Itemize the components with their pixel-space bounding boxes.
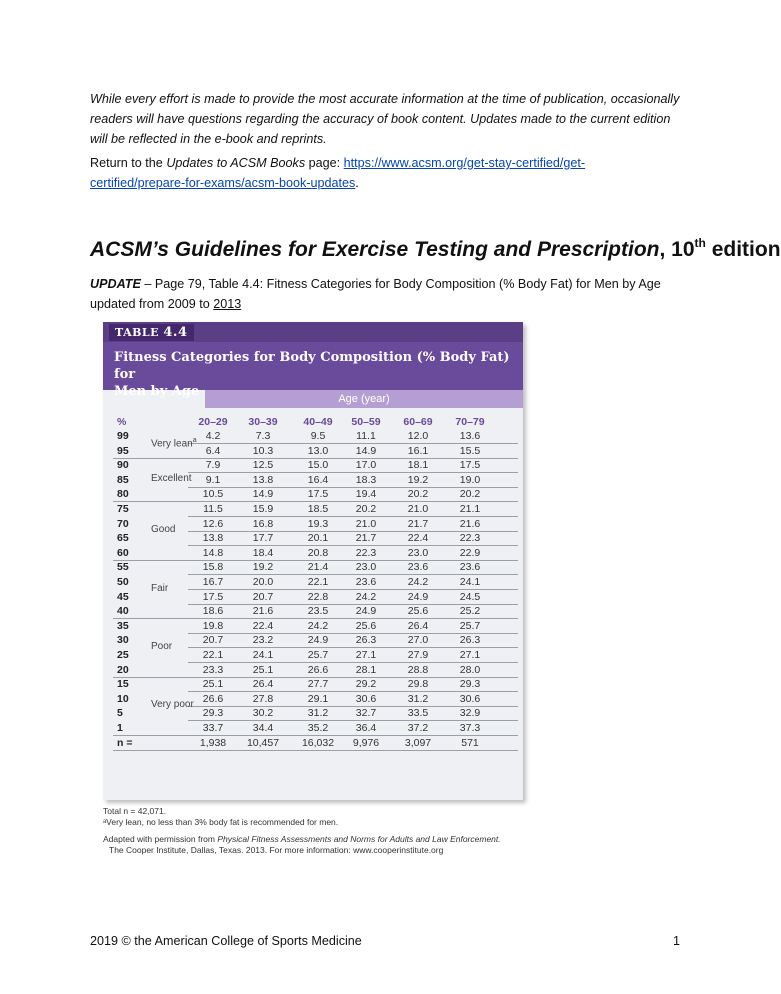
value-cell: 27.1 xyxy=(459,649,481,661)
value-cell: 16.4 xyxy=(307,473,329,486)
category-label-text: Excellent xyxy=(151,473,192,485)
value-cell: 9,976 xyxy=(352,736,380,749)
value-cell: 28.8 xyxy=(407,663,429,676)
percentile-cell: 25 xyxy=(117,649,129,661)
value-cell: 20.1 xyxy=(307,532,329,545)
value-cell: 23.3 xyxy=(202,663,224,676)
value-cell: 12.6 xyxy=(202,517,224,530)
table-label-bar xyxy=(103,322,523,342)
value-cell: 19.2 xyxy=(252,561,274,574)
value-cell: 21.0 xyxy=(407,503,429,515)
percentile-cell: 99 xyxy=(117,430,129,442)
value-cell: 29.3 xyxy=(202,707,224,720)
value-cell: 22.1 xyxy=(202,649,224,661)
value-cell: 20.0 xyxy=(252,576,274,588)
value-cell: 21.4 xyxy=(307,561,329,574)
disclaimer-text: While every effort is made to provide the most accurate information at the time of publication, occasionally readers will have questions regarding the accuracy of book content. Updates made to the current edition will be reflected in the e-book and reprints. xyxy=(90,92,680,146)
value-cell: 24.1 xyxy=(459,576,481,588)
value-cell: 20.2 xyxy=(459,488,481,501)
category-label-text: Good xyxy=(151,524,176,536)
value-cell: 25.1 xyxy=(202,678,224,691)
value-cell: 17.5 xyxy=(459,459,481,472)
value-cell: 20.8 xyxy=(307,546,329,559)
value-cell: 21.0 xyxy=(355,517,377,530)
value-cell: 28.1 xyxy=(355,663,377,676)
value-cell: 10.3 xyxy=(252,444,274,457)
value-cell: 571 xyxy=(461,736,479,749)
table-row xyxy=(103,736,523,751)
value-cell: 24.2 xyxy=(355,590,377,603)
value-cell: 29.1 xyxy=(307,692,329,705)
table-row xyxy=(103,604,523,619)
percentile-cell: 70 xyxy=(117,517,129,530)
value-cell: 15.9 xyxy=(252,503,274,515)
table-title-line1: Fitness Categories for Body Composition (% Body Fat) for xyxy=(114,350,510,382)
value-cell: 31.2 xyxy=(407,692,429,705)
table-row xyxy=(103,721,523,736)
category-label xyxy=(151,524,175,535)
percentile-cell: 15 xyxy=(117,678,129,691)
value-cell: 30.6 xyxy=(355,692,377,705)
age-column-header: 70–79 xyxy=(455,416,485,428)
value-cell: 16.8 xyxy=(252,517,274,530)
value-cell: 30.6 xyxy=(459,692,481,705)
category-footnote-mark: a xyxy=(192,436,197,444)
category-label-text: Fair xyxy=(151,582,169,594)
value-cell: 17.0 xyxy=(355,459,377,472)
update-text: – Page 79, Table 4.4: Fitness Categories for Body Composition (% Body Fat) for Men by Age updated from 2009 to xyxy=(90,277,661,311)
age-column-header: 50–59 xyxy=(351,416,381,428)
footnote-total: Total n = 42,071. xyxy=(103,806,167,816)
value-cell: 20.2 xyxy=(407,488,429,501)
age-column-header: 20–29 xyxy=(198,416,228,428)
value-cell: 36.4 xyxy=(355,722,377,734)
percentile-cell: 75 xyxy=(117,503,129,515)
table-row xyxy=(103,663,523,678)
value-cell: 27.7 xyxy=(307,678,329,691)
value-cell: 4.2 xyxy=(205,430,221,442)
percentile-cell: 5 xyxy=(117,707,123,720)
value-cell: 17.7 xyxy=(252,532,274,545)
copyright: 2019 © the American College of Sports Medicine xyxy=(90,934,362,948)
percentile-cell: 80 xyxy=(117,488,129,501)
category-label xyxy=(151,437,197,449)
value-cell: 24.2 xyxy=(407,576,429,588)
value-cell: 28.0 xyxy=(459,663,481,676)
table-badge-word: TABLE xyxy=(115,326,160,339)
percentile-cell: 65 xyxy=(117,532,129,545)
value-cell: 23.6 xyxy=(407,561,429,574)
edition-prefix: , 10 xyxy=(659,238,695,261)
value-cell: 35.2 xyxy=(307,722,329,734)
table-badge-number: 4.4 xyxy=(163,325,188,340)
value-cell: 23.2 xyxy=(252,634,274,647)
value-cell: 18.5 xyxy=(307,503,329,515)
value-cell: 13.8 xyxy=(202,532,224,545)
value-cell: 27.1 xyxy=(355,649,377,661)
value-cell: 25.7 xyxy=(459,619,481,632)
table-badge xyxy=(109,324,194,341)
value-cell: 21.7 xyxy=(407,517,429,530)
percentile-header: % xyxy=(117,416,127,428)
value-cell: 25.6 xyxy=(355,619,377,632)
value-cell: 22.3 xyxy=(459,532,481,545)
value-cell: 11.1 xyxy=(356,430,376,442)
value-cell: 24.2 xyxy=(307,619,329,632)
value-cell: 29.3 xyxy=(459,678,481,691)
category-label-text: Very poor xyxy=(151,699,194,711)
value-cell: 18.6 xyxy=(202,605,224,618)
value-cell: 26.6 xyxy=(202,692,224,705)
book-title: ACSM’s Guidelines for Exercise Testing and Prescription xyxy=(90,238,660,261)
value-cell: 14.9 xyxy=(252,488,274,501)
category-label xyxy=(151,583,168,594)
page-title xyxy=(90,236,781,262)
value-cell: 22.1 xyxy=(307,576,329,588)
value-cell: 21.6 xyxy=(459,517,481,530)
row-divider xyxy=(113,750,518,751)
value-cell: 27.9 xyxy=(407,649,429,661)
value-cell: 37.3 xyxy=(459,722,481,734)
value-cell: 14.8 xyxy=(202,546,224,559)
percentile-cell: 85 xyxy=(117,473,129,486)
value-cell: 18.4 xyxy=(252,546,274,559)
percentile-cell: 50 xyxy=(117,576,129,588)
value-cell: 19.0 xyxy=(459,473,481,486)
value-cell: 26.6 xyxy=(307,663,329,676)
value-cell: 29.8 xyxy=(407,678,429,691)
value-cell: 20.7 xyxy=(252,590,274,603)
value-cell: 32.7 xyxy=(355,707,377,720)
category-label xyxy=(151,473,192,484)
value-cell: 22.4 xyxy=(252,619,274,632)
percentile-cell: 45 xyxy=(117,590,129,603)
value-cell: 19.4 xyxy=(355,488,377,501)
value-cell: 10.5 xyxy=(202,488,224,501)
table-row xyxy=(103,546,523,561)
category-label-text: Poor xyxy=(151,641,173,652)
percentile-cell: 10 xyxy=(117,692,129,705)
percentile-cell: 20 xyxy=(117,663,129,676)
return-paragraph xyxy=(90,153,680,193)
value-cell: 23.0 xyxy=(355,561,377,574)
value-cell: 21.1 xyxy=(459,503,481,515)
value-cell: 16.7 xyxy=(202,576,224,588)
value-cell: 29.2 xyxy=(355,678,377,691)
value-cell: 15.5 xyxy=(459,444,481,457)
value-cell: 23.6 xyxy=(459,561,481,574)
value-cell: 27.0 xyxy=(407,634,429,647)
age-column-header: 60–69 xyxy=(403,416,433,428)
value-cell: 26.4 xyxy=(252,678,274,691)
value-cell: 21.6 xyxy=(252,605,274,618)
percentile-cell: 95 xyxy=(117,444,129,457)
value-cell: 9.1 xyxy=(205,473,221,486)
value-cell: 13.8 xyxy=(252,473,274,486)
return-suffix: . xyxy=(355,176,359,190)
table-footnotes xyxy=(103,806,543,856)
update-paragraph xyxy=(90,274,680,314)
value-cell: 16.1 xyxy=(407,444,429,457)
value-cell: 26.3 xyxy=(459,634,481,647)
value-cell: 23.5 xyxy=(307,605,329,618)
value-cell: 3,097 xyxy=(404,736,432,749)
value-cell: 15.0 xyxy=(307,459,329,472)
value-cell: 15.8 xyxy=(202,561,224,574)
value-cell: 25.6 xyxy=(407,605,429,618)
value-cell: 33.5 xyxy=(407,707,429,720)
value-cell: 1,938 xyxy=(199,736,227,749)
category-label xyxy=(151,641,172,652)
value-cell: 22.4 xyxy=(407,532,429,545)
value-cell: 21.7 xyxy=(355,532,377,545)
value-cell: 27.8 xyxy=(252,692,274,705)
table-row xyxy=(103,677,523,692)
percentile-cell: 90 xyxy=(117,459,129,472)
value-cell: 26.4 xyxy=(407,619,429,632)
value-cell: 17.5 xyxy=(202,590,224,603)
value-cell: 24.9 xyxy=(355,605,377,618)
value-cell: 18.3 xyxy=(355,473,377,486)
table-figure xyxy=(103,322,523,800)
return-middle: page: xyxy=(305,156,344,170)
value-cell: 26.3 xyxy=(355,634,377,647)
value-cell: 22.8 xyxy=(307,590,329,603)
value-cell: 12.0 xyxy=(407,430,429,442)
value-cell: 19.2 xyxy=(407,473,429,486)
footnote-a: ᵃVery lean, no less than 3% body fat is recommended for men. xyxy=(103,817,339,827)
page-footer xyxy=(90,934,680,948)
page-number: 1 xyxy=(672,934,680,948)
value-cell: 23.6 xyxy=(355,576,377,588)
value-cell: 9.5 xyxy=(310,430,326,442)
category-label xyxy=(151,699,194,710)
table-row xyxy=(103,487,523,502)
value-cell: 7.9 xyxy=(205,459,221,472)
adapted-line2: The Cooper Institute, Dallas, Texas. 2013. For more information: www.cooperinstitute.org xyxy=(109,845,444,855)
value-cell: 30.2 xyxy=(252,707,274,720)
return-prefix: Return to the xyxy=(90,156,167,170)
percentile-cell: 1 xyxy=(117,722,123,734)
value-cell: 13.6 xyxy=(459,430,481,442)
adapted-line1 xyxy=(103,834,543,845)
adapted-source: Physical Fitness Assessments and Norms for Adults and Law Enforcement. xyxy=(217,834,501,844)
value-cell: 17.5 xyxy=(307,488,329,501)
age-column-header: 40–49 xyxy=(303,416,333,428)
value-cell: 34.4 xyxy=(252,722,274,734)
value-cell: 18.1 xyxy=(407,459,429,472)
table-row xyxy=(103,560,523,575)
value-cell: 31.2 xyxy=(307,707,329,720)
table-title-line2: Men by Age xyxy=(114,384,200,399)
table-row xyxy=(103,619,523,634)
value-cell: 25.2 xyxy=(459,605,481,618)
edition-sup: th xyxy=(694,236,706,250)
value-cell: 14.9 xyxy=(355,444,377,457)
value-cell: 13.0 xyxy=(307,444,329,457)
value-cell: 10,457 xyxy=(246,736,280,749)
value-cell: 22.9 xyxy=(459,546,481,559)
category-label-text: Very lean xyxy=(151,437,193,449)
value-cell: 33.7 xyxy=(202,722,224,734)
value-cell: 16,032 xyxy=(301,736,335,749)
age-header-bar: Age (year) xyxy=(205,390,523,408)
value-cell: 22.3 xyxy=(355,546,377,559)
percentile-cell: 55 xyxy=(117,561,129,574)
value-cell: 25.1 xyxy=(252,663,274,676)
percentile-cell: 60 xyxy=(117,546,129,559)
adapted-prefix: Adapted with permission from xyxy=(103,834,218,844)
value-cell: 37.2 xyxy=(407,722,429,734)
percentile-cell: 35 xyxy=(117,619,129,632)
value-cell: 19.8 xyxy=(202,619,224,632)
value-cell: 7.3 xyxy=(255,430,271,442)
edition-suffix: edition xyxy=(705,238,781,261)
value-cell: 24.5 xyxy=(459,590,481,603)
value-cell: 20.2 xyxy=(355,503,377,515)
table-row xyxy=(103,458,523,473)
value-cell: 20.7 xyxy=(202,634,224,647)
value-cell: 24.9 xyxy=(407,590,429,603)
value-cell: 32.9 xyxy=(459,707,481,720)
value-cell: 19.3 xyxy=(307,517,329,530)
percentile-cell: 30 xyxy=(117,634,129,647)
value-cell: 24.1 xyxy=(252,649,274,661)
update-label: UPDATE xyxy=(90,277,141,291)
value-cell: 12.5 xyxy=(252,459,274,472)
value-cell: 6.4 xyxy=(205,444,221,457)
value-cell: 11.5 xyxy=(203,503,223,515)
return-page-name: Updates to ACSM Books xyxy=(166,156,306,170)
percentile-cell: n = xyxy=(117,736,133,749)
value-cell: 23.0 xyxy=(407,546,429,559)
percentile-cell: 40 xyxy=(117,605,129,618)
age-column-header: 30–39 xyxy=(248,416,278,428)
value-cell: 25.7 xyxy=(307,649,329,661)
value-cell: 24.9 xyxy=(307,634,329,647)
table-row xyxy=(103,502,523,517)
update-year: 2013 xyxy=(213,297,242,311)
acsm-book-updates-link[interactable]: https://www.acsm.org/get-stay-certified/get-certified/prepare-for-exams/acsm-book-updates xyxy=(90,156,586,190)
